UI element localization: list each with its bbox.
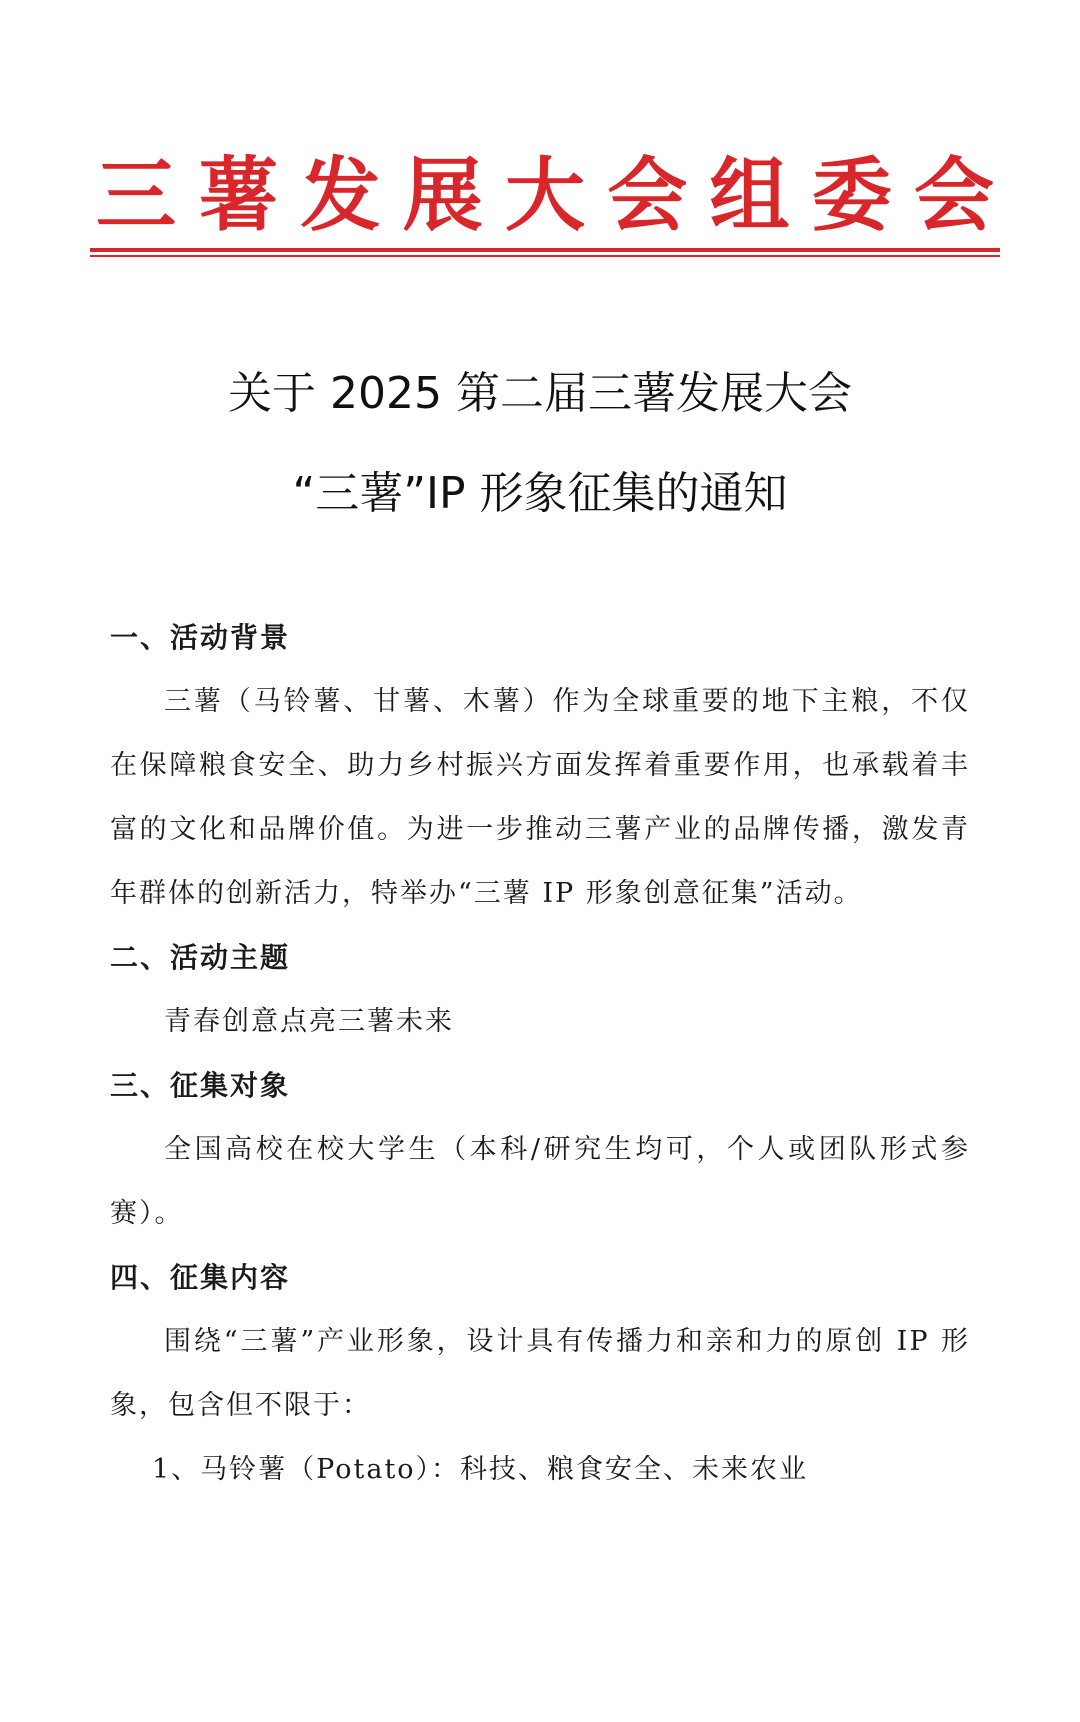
header-divider-thin	[90, 255, 1000, 257]
list-item-potato: 1、马铃薯（Potato）：科技、粮食安全、未来农业	[152, 1454, 809, 1485]
org-char: 三	[96, 148, 176, 242]
notice-body	[110, 606, 970, 1502]
document-title-line-1: 关于 2025 第二届三薯发展大会	[228, 368, 852, 419]
org-char: 委	[811, 148, 892, 242]
section-text-theme: 青春创意点亮三薯未来	[164, 1006, 454, 1037]
section-heading-content: 四、征集内容	[110, 1261, 291, 1294]
section-heading-theme: 二、活动主题	[110, 941, 291, 974]
section-heading-background: 一、活动背景	[110, 621, 291, 654]
section-text-content: 围绕“三薯”产业形象，设计具有传播力和亲和力的原创 IP 形象，包含但不限于：	[110, 1326, 970, 1421]
issuing-organization-header	[90, 150, 1000, 240]
section-text-target: 全国高校在校大学生（本科/研究生均可，个人或团队形式参赛）。	[110, 1134, 970, 1229]
org-char: 发	[300, 148, 381, 242]
org-char: 展	[402, 148, 483, 242]
org-char: 组	[709, 148, 790, 242]
org-char: 大	[505, 148, 585, 242]
header-divider-thick	[90, 248, 1000, 252]
section-heading-target: 三、征集对象	[110, 1069, 291, 1102]
org-char: 薯	[198, 148, 279, 242]
document-title-line-2: “三薯”IP 形象征集的通知	[292, 468, 788, 519]
section-text-background: 三薯（马铃薯、甘薯、木薯）作为全球重要的地下主粮，不仅在保障粮食安全、助力乡村振兴方面发挥着重要作用，也承载着丰富的文化和品牌价值。为进一步推动三薯产业的品牌传播，激发青年群体的创新活力，特举办“三薯 IP 形象创意征集”活动。	[110, 686, 970, 909]
org-char: 会	[607, 148, 688, 242]
org-char: 会	[914, 148, 994, 242]
